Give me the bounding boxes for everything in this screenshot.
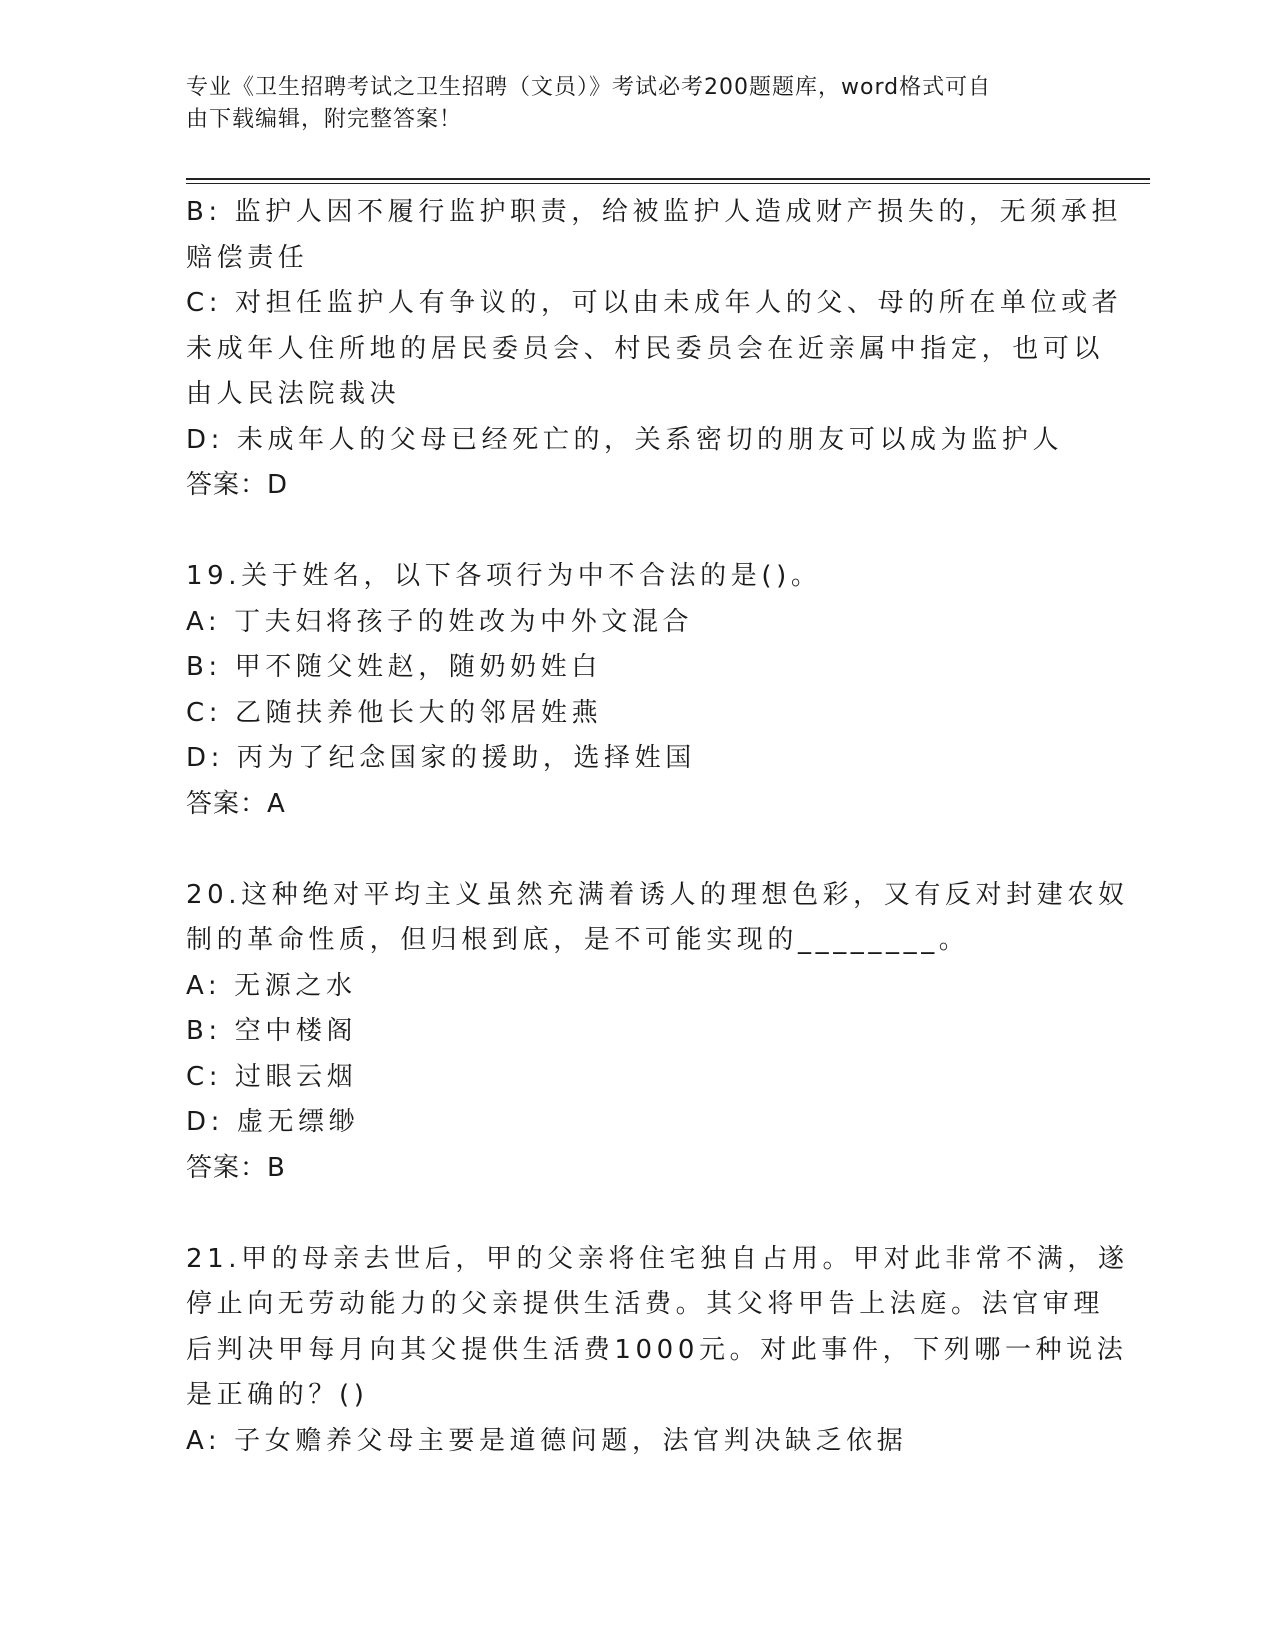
option-b: B: 甲不随父姓赵，随奶奶姓白: [186, 652, 602, 682]
answer-label: 答案：: [186, 788, 268, 819]
question-stem: 19.关于姓名，以下各项行为中不合法的是()。: [186, 561, 822, 591]
answer-label: 答案：: [186, 470, 268, 500]
option-b-line-1: B: 监护人因不履行监护职责，给被监护人造成财产损失的，无须承担: [186, 197, 1123, 227]
option-a: A: 子女赡养父母主要是道德问题，法官判决缺乏依据: [186, 1425, 908, 1456]
option-c-line-1: C: 对担任监护人有争议的，可以由未成年人的父、母的所在单位或者: [186, 288, 1123, 318]
option-a: A: 无源之水: [186, 970, 357, 1001]
spacer: [186, 509, 1086, 555]
header-rule-thin: [186, 183, 1150, 184]
option-d: D: 虚无缥缈: [186, 1107, 360, 1137]
question-20: [186, 873, 1129, 1192]
question-stem-line-1: 21.甲的母亲去世后，甲的父亲将住宅独自占用。甲对此非常不满，遂: [186, 1243, 1129, 1274]
option-c-line-3: 由人民法院裁决: [186, 379, 401, 409]
spacer: [186, 827, 1086, 873]
answer-value: B: [267, 1152, 286, 1183]
answer-label: 答案：: [186, 1152, 268, 1183]
option-a: A: 丁夫妇将孩子的姓改为中外文混合: [186, 606, 694, 637]
header-line-1: 专业《卫生招聘考试之卫生招聘（文员）》考试必考200题题库，word格式可自: [186, 75, 992, 100]
document-header: [186, 72, 1066, 136]
option-b: B: 空中楼阁: [186, 1016, 358, 1046]
option-d: D: 丙为了纪念国家的援助，选择姓国: [186, 743, 696, 773]
question-stem-line-2: 停止向无劳动能力的父亲提供生活费。其父将甲告上法庭。法官审理: [186, 1289, 1105, 1319]
question-stem-line-2: 制的革命性质，但归根到底，是不可能实现的________。: [186, 925, 970, 955]
answer-value: D: [267, 470, 289, 500]
question-stem-line-4: 是正确的？(): [186, 1380, 369, 1410]
question-content: [186, 190, 1129, 1464]
question-18-tail: [186, 190, 1123, 509]
question-19: [186, 554, 1086, 827]
option-d-line-1: D: 未成年人的父母已经死亡的，关系密切的朋友可以成为监护人: [186, 424, 1064, 455]
question-21: [186, 1237, 1129, 1465]
answer-18: [186, 463, 1086, 509]
option-b-line-2: 赔偿责任: [186, 242, 309, 273]
header-line-2: 由下载编辑，附完整答案！: [186, 107, 463, 132]
spacer: [186, 1191, 1086, 1237]
answer-value: A: [267, 788, 286, 819]
question-stem-line-3: 后判决甲每月向其父提供生活费1000元。对此事件，下列哪一种说法: [186, 1334, 1128, 1365]
option-c: C: 过眼云烟: [186, 1061, 358, 1092]
answer-20: [186, 1146, 1086, 1192]
header-rule-thick: [186, 178, 1150, 180]
option-c-line-2: 未成年人住所地的居民委员会、村民委员会在近亲属中指定，也可以: [186, 333, 1105, 364]
question-stem-line-1: 20.这种绝对平均主义虽然充满着诱人的理想色彩，又有反对封建农奴: [186, 879, 1129, 910]
option-c: C: 乙随扶养他长大的邻居姓燕: [186, 697, 603, 728]
answer-19: [186, 782, 1086, 828]
